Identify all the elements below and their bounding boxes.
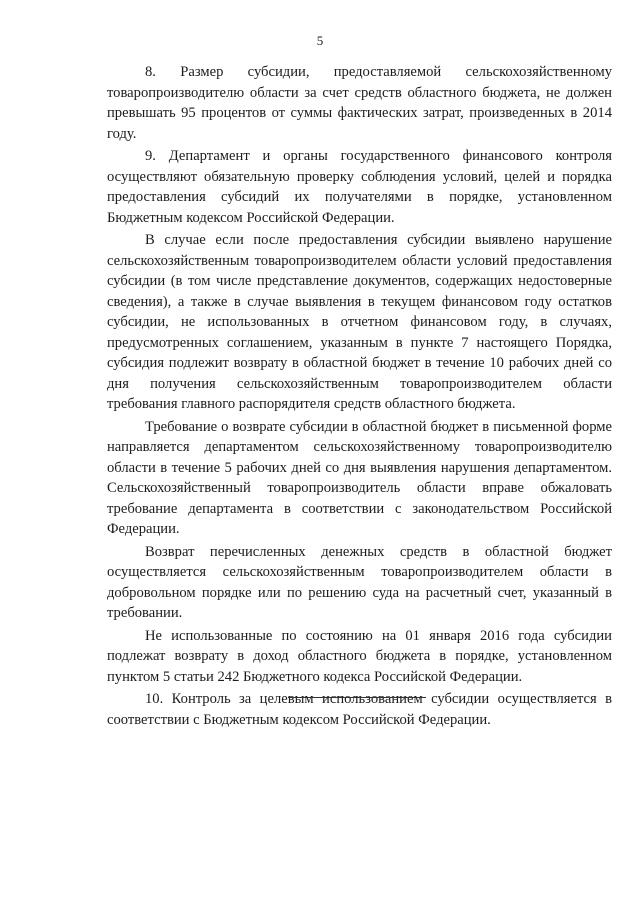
- page-number: 5: [316, 33, 324, 48]
- document-body: [107, 62, 612, 732]
- paragraph-violation-return: В случае если после предоставления субсидии выявлено нарушение сельскохозяйственным товаропроизводителем области условий предоставления субсидии (в том числе представление документов, содержащих недостоверные сведения), а также в случае выявления в текущем финансовом году остатков субсидии, не использованных в отчетном финансовом году, в случаях, предусмотренных соглашением, указанным в пункте 7 настоящего Порядка, субсидия подлежит возврату в областной бюджет в течение 10 рабочих дней со дня получения сельскохозяйственным товаропроизводителем области требования главного распорядителя средств областного бюджета.: [107, 232, 612, 412]
- end-of-document-divider: [288, 697, 426, 698]
- paragraph-return-procedure: Возврат перечисленных денежных средств в областной бюджет осуществляется сельскохозяйственным товаропроизводителем области в добровольном порядке или по решению суда на расчетный счет, указанный в требовании.: [107, 543, 612, 621]
- paragraph-item-10: 10. Контроль за целевым использованием субсидии осуществляется в соответствии с Бюджетным кодексом Российской Федерации.: [107, 691, 612, 728]
- paragraph-unused-subsidies: Не использованные по состоянию на 01 января 2016 года субсидии подлежат возврату в доход областного бюджета в порядке, установленном пунктом 5 статьи 242 Бюджетного кодекса Российской Федерации.: [107, 627, 612, 685]
- paragraph-item-9: 9. Департамент и органы государственного финансового контроля осуществляют обязательную проверку соблюдения условий, целей и порядка предоставления субсидий их получателями в порядке, установленном Бюджетным кодексом Российской Федерации.: [107, 148, 612, 226]
- paragraph-return-requirement: Требование о возврате субсидии в областной бюджет в письменной форме направляется департаментом сельскохозяйственному товаропроизводителю области в течение 5 рабочих дней со дня выявления нарушения департаментом. Сельскохозяйственный товаропроизводитель области вправе обжаловать требование департамента в соответствии с законодательством Российской Федерации.: [107, 418, 612, 537]
- paragraph-item-8: 8. Размер субсидии, предоставляемой сельскохозяйственному товаропроизводителю области за счет средств областного бюджета, не должен превышать 95 процентов от суммы фактических затрат, произведенных в 2014 году.: [107, 64, 612, 142]
